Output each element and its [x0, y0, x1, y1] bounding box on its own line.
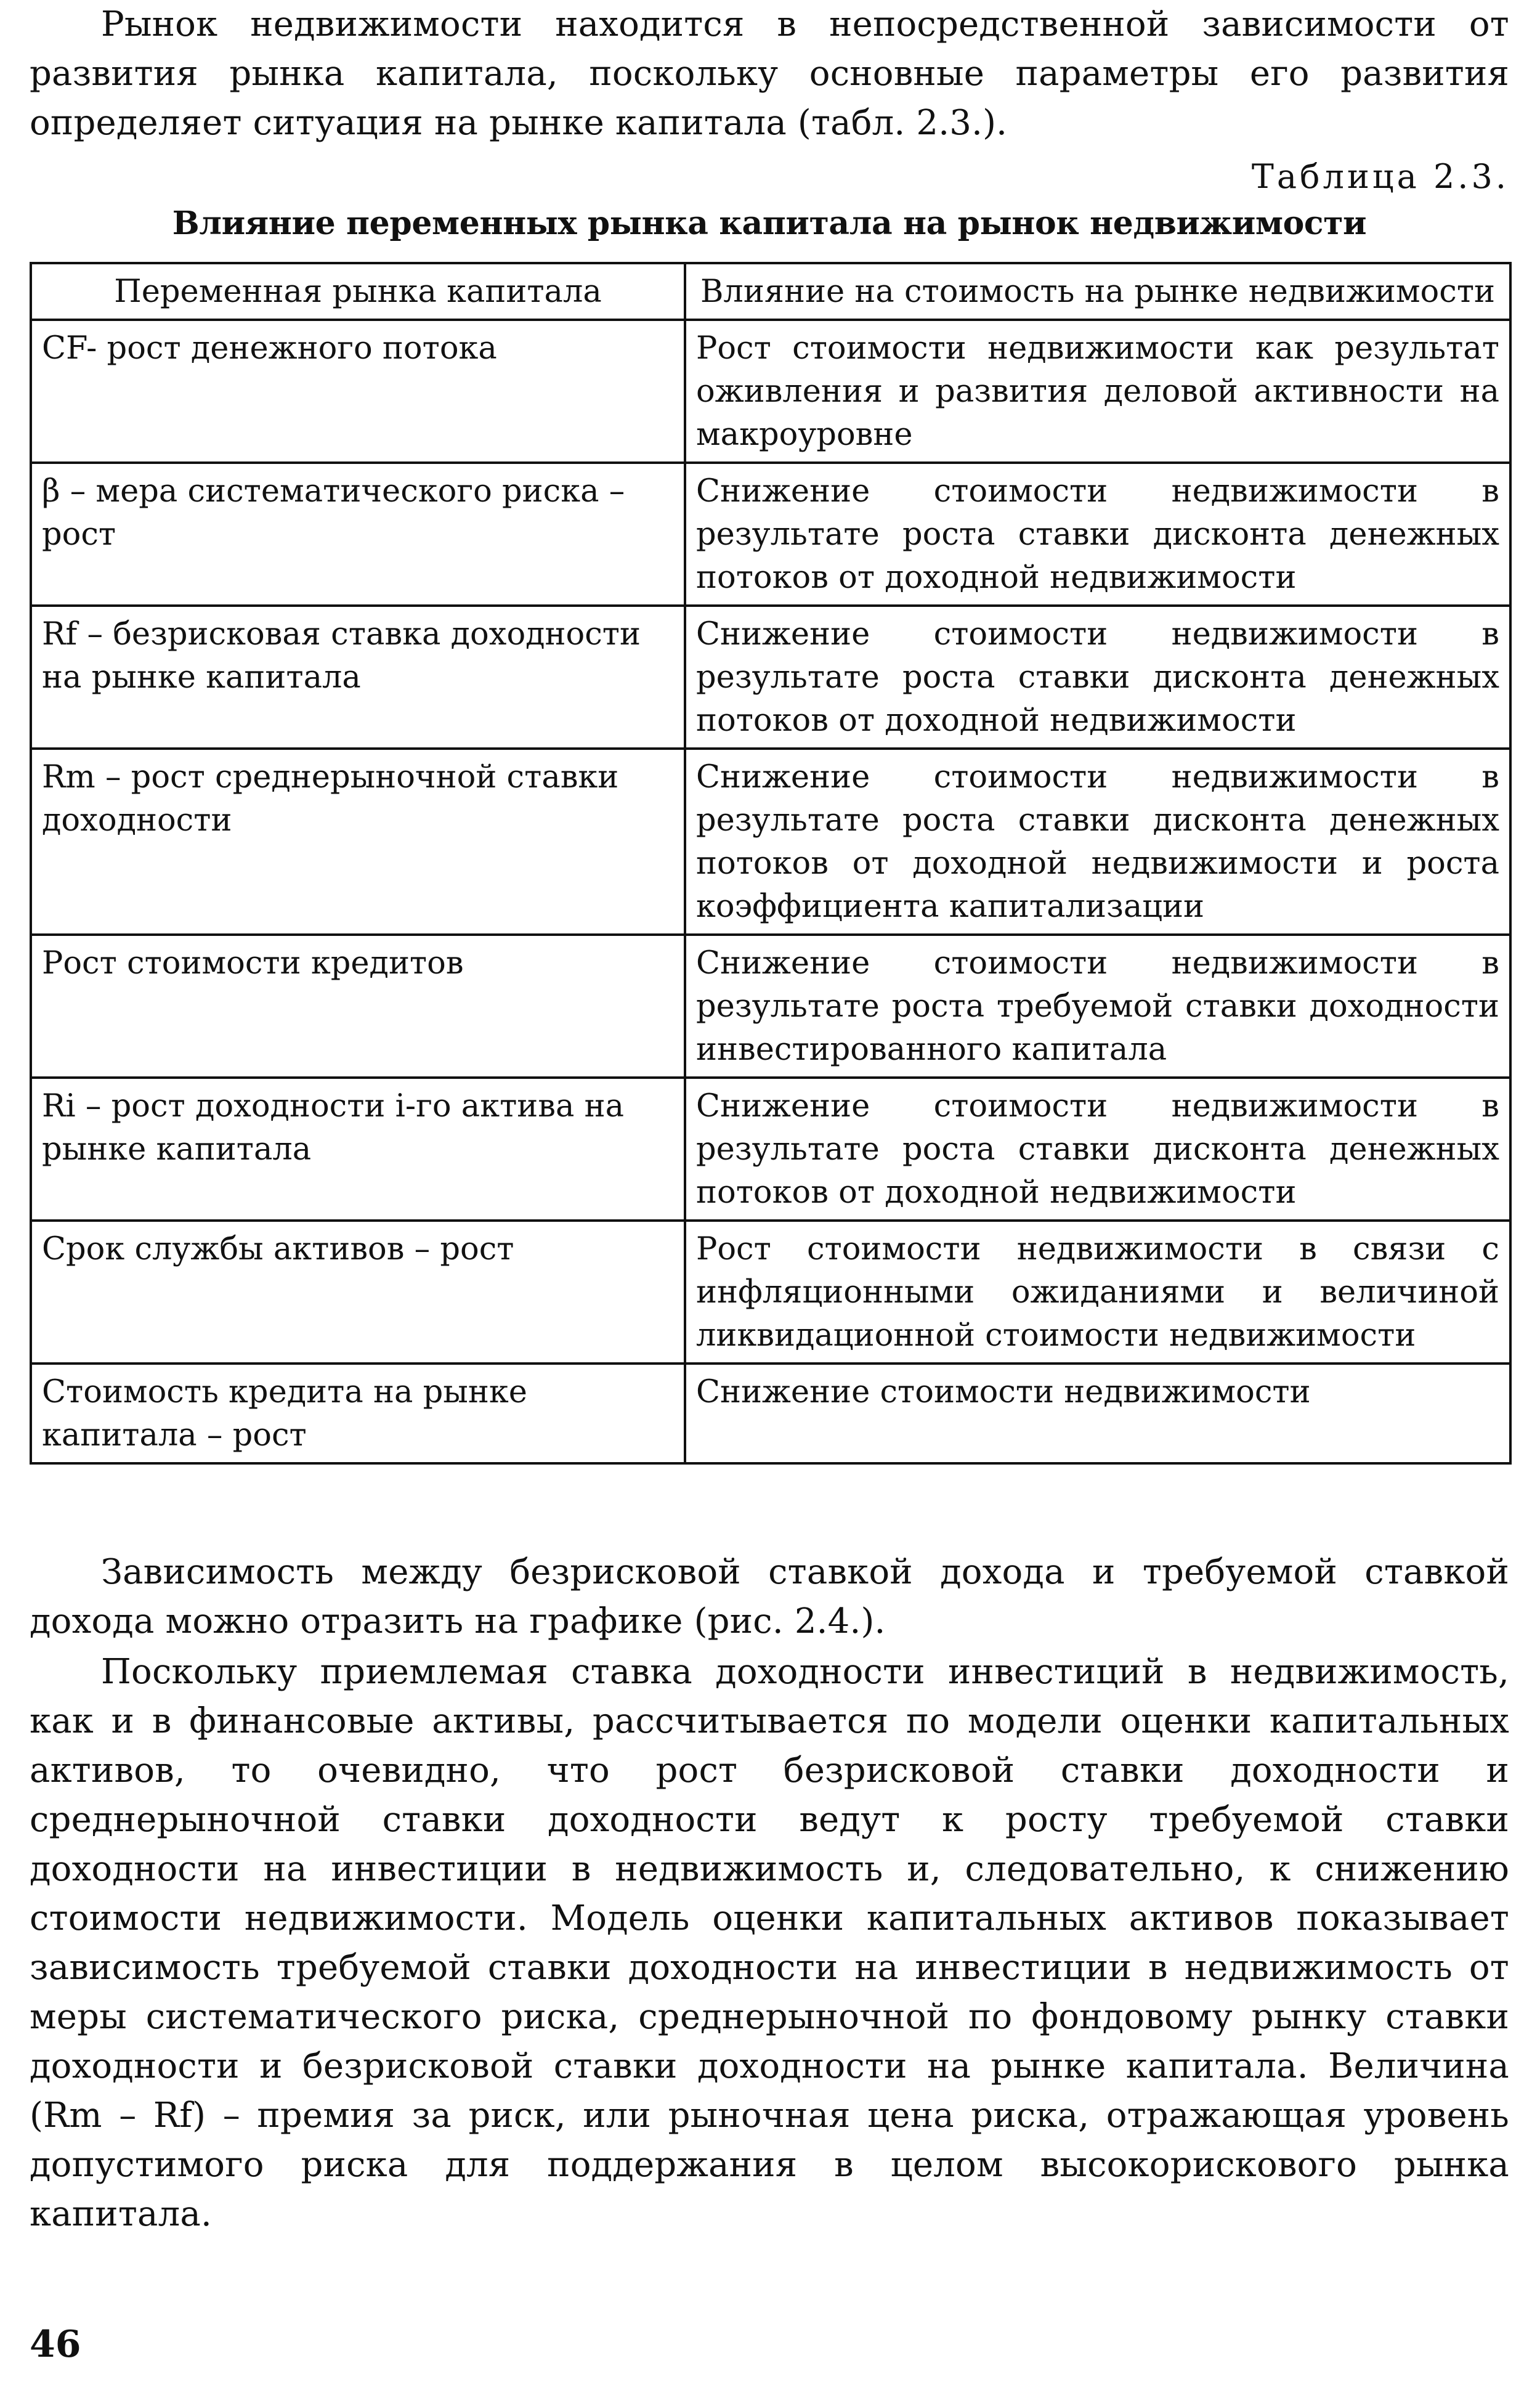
table-cell-variable: Срок службы активов – рост: [31, 1221, 685, 1364]
capital-market-table: [30, 262, 1512, 1465]
table-cell-effect: Снижение стоимости недвижимости в результате роста ставки дисконта денежных потоков от доходной недвижимости: [685, 463, 1510, 606]
table-cell-variable: Стоимость кредита на рынке капитала – рост: [31, 1364, 685, 1463]
body-paragraph: Поскольку приемлемая ставка доходности инвестиций в недвижимость, как и в финансовые активы, рассчитывается по модели оценки капитальных активов, то очевидно, что рост безрисковой ставки доходности и среднерыночной ставки доходности ведут к росту требуемой ставки доходности на инвестиции в недвижимость и, следовательно, к снижению стоимости недвижимости. Модель оценки капитальных активов показывает зависимость требуемой ставки доходности на инвестиции в недвижимость от меры систематического риска, среднерыночной по фондовому рынку ставки доходности и безрисковой ставки доходности на рынке капитала. Величина (Rm – Rf) – премия за риск, или рыночная цена риска, отражающая уровень допустимого риска для поддержания в целом высокорискового рынка капитала.: [30, 1652, 1509, 2234]
body-text: [30, 1548, 1509, 2239]
table-header-variable: Переменная рынка капитала: [31, 263, 685, 320]
table-cell-effect: Снижение стоимости недвижимости: [685, 1364, 1510, 1463]
table-cell-variable: β – мера систематического риска – рост: [31, 463, 685, 606]
table-row: [31, 463, 1510, 606]
table-cell-variable: Рост стоимости кредитов: [31, 935, 685, 1078]
table-row: [31, 749, 1510, 935]
table-cell-effect: Снижение стоимости недвижимости в результате роста ставки дисконта денежных потоков от доходной недвижимости: [685, 1078, 1510, 1221]
table-row: [31, 320, 1510, 463]
body-paragraph: Зависимость между безрисковой ставкой дохода и требуемой ставкой дохода можно отразить на графике (рис. 2.4.).: [30, 1552, 1509, 1641]
table-row: [31, 935, 1510, 1078]
table-cell-effect: Снижение стоимости недвижимости в результате роста требуемой ставки доходности инвестированного капитала: [685, 935, 1510, 1078]
table-cell-variable: Rf – безрисковая ставка доходности на рынке капитала: [31, 606, 685, 749]
table-cell-variable: Ri – рост доходности i-го актива на рынке капитала: [31, 1078, 685, 1221]
table-cell-variable: Rm – рост среднерыночной ставки доходности: [31, 749, 685, 935]
table-row: [31, 1364, 1510, 1463]
table-row: [31, 1221, 1510, 1364]
table-cell-effect: Рост стоимости недвижимости как результат оживления и развития деловой активности на макроуровне: [685, 320, 1510, 463]
table-cell-variable: CF- рост денежного потока: [31, 320, 685, 463]
table-cell-effect: Снижение стоимости недвижимости в результате роста ставки дисконта денежных потоков от доходной недвижимости и роста коэффициента капитализации: [685, 749, 1510, 935]
page-number: 46: [30, 2323, 81, 2366]
table-header-row: [31, 263, 1510, 320]
table-row: [31, 606, 1510, 749]
table-caption: Таблица 2.3.: [1251, 157, 1509, 196]
intro-paragraph: Рынок недвижимости находится в непосредственной зависимости от развития рынка капитала, поскольку основные параметры его развития определяет ситуация на рынке капитала (табл. 2.3.).: [30, 4, 1509, 143]
table-cell-effect: Рост стоимости недвижимости в связи с инфляционными ожиданиями и величиной ликвидационной стоимости недвижимости: [685, 1221, 1510, 1364]
table-row: [31, 1078, 1510, 1221]
table-header-effect: Влияние на стоимость на рынке недвижимости: [685, 263, 1510, 320]
table-cell-effect: Снижение стоимости недвижимости в результате роста ставки дисконта денежных потоков от доходной недвижимости: [685, 606, 1510, 749]
table-title: Влияние переменных рынка капитала на рынок недвижимости: [172, 205, 1367, 242]
